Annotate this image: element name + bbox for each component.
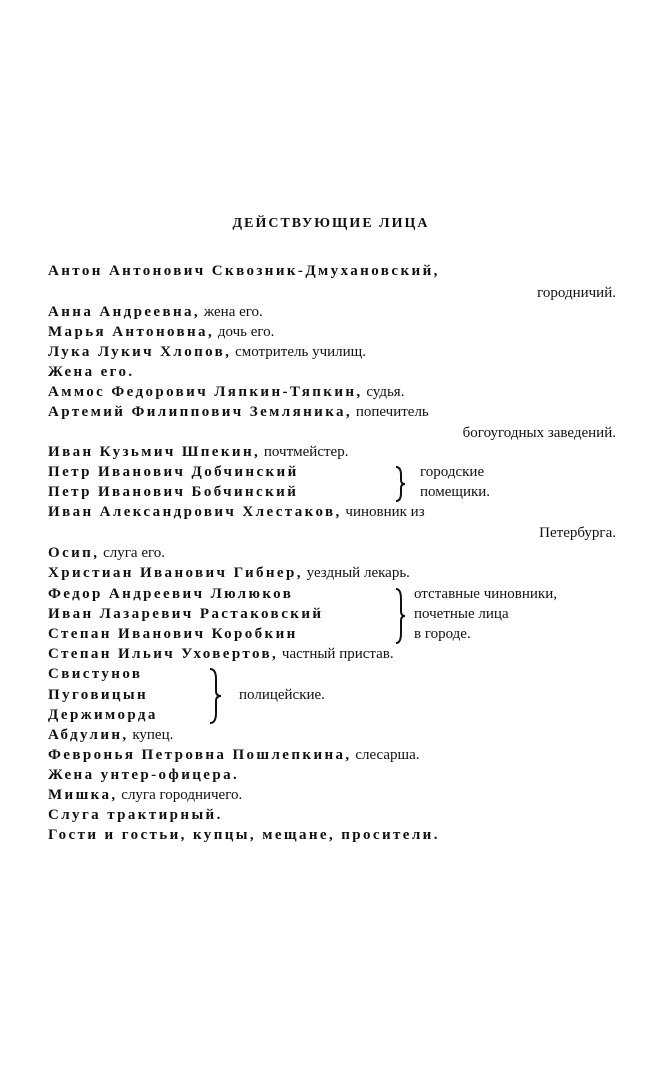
character-name: Февронья Петровна Пошлепкина,: [48, 747, 352, 763]
character-entry: [48, 403, 429, 421]
character-entry: [48, 665, 142, 683]
group-description-line: почетные лица: [414, 606, 509, 622]
group-brace-icon: [393, 588, 407, 644]
character-entry: [48, 343, 366, 361]
character-entry: [48, 363, 135, 381]
character-description: жена его.: [200, 304, 263, 320]
character-name: Марья Антоновна,: [48, 324, 215, 340]
character-entry: [48, 786, 242, 804]
character-name: Гости и гостьи, купцы, мещане, просители.: [48, 827, 440, 843]
character-name: Держиморда: [48, 707, 158, 723]
character-name: Анна Андреевна,: [48, 304, 201, 320]
character-name: Абдулин,: [48, 727, 129, 743]
character-entry: [48, 323, 274, 341]
group-description-line: отставные чиновники,: [414, 586, 557, 602]
dramatis-personae-heading: ДЕЙСТВУЮЩИЕ ЛИЦА: [232, 216, 430, 231]
group-brace-icon: [207, 668, 223, 724]
character-name: Иван Кузьмич Шпекин,: [48, 444, 261, 460]
character-entry: [48, 443, 348, 461]
character-description: смотритель училищ.: [231, 344, 366, 360]
character-name: Петр Иванович Добчинский: [48, 464, 299, 480]
character-name: Артемий Филиппович Земляника,: [48, 404, 353, 420]
character-entry: [48, 585, 293, 603]
character-name: Жена его.: [48, 364, 135, 380]
character-name: Иван Александрович Хлестаков,: [48, 504, 342, 520]
character-description: чиновник из: [341, 504, 425, 520]
character-name: Иван Лазаревич Растаковский: [48, 606, 324, 622]
group-brace-icon: [393, 466, 407, 502]
character-entry: [48, 262, 440, 280]
character-entry: [48, 766, 239, 784]
character-entry: [48, 605, 323, 623]
character-name: Пуговицын: [48, 687, 149, 703]
character-entry: [48, 686, 148, 704]
character-name: Осип,: [48, 545, 100, 561]
character-description: уездный лекарь.: [302, 565, 410, 581]
character-name: Свистунов: [48, 666, 143, 682]
character-description: слуга городничего.: [117, 787, 243, 803]
character-name: Федор Андреевич Люлюков: [48, 586, 294, 602]
character-name: Аммос Федорович Ляпкин-Тяпкин,: [48, 384, 363, 400]
character-entry: [48, 806, 223, 824]
character-description-continuation: городничий.: [537, 285, 616, 301]
character-description: купец.: [128, 727, 174, 743]
character-name: Жена унтер-офицера.: [48, 767, 240, 783]
character-description: попечитель: [352, 404, 429, 420]
group-description-line: помещики.: [420, 484, 491, 500]
group-description-line: городские: [420, 464, 485, 480]
character-entry: [48, 625, 298, 643]
character-entry: [48, 826, 440, 844]
group-description-line: полицейские.: [239, 687, 325, 703]
character-description-continuation: Петербурга.: [539, 525, 616, 541]
character-entry: [48, 303, 263, 321]
character-description: слуга его.: [99, 545, 166, 561]
character-description: почтмейстер.: [260, 444, 349, 460]
character-description-continuation: богоугодных заведений.: [462, 425, 616, 441]
character-name: Мишка,: [48, 787, 118, 803]
character-entry: [48, 463, 299, 481]
character-entry: [48, 726, 173, 744]
character-entry: [48, 746, 419, 764]
character-entry: [48, 544, 165, 562]
character-name: Петр Иванович Бобчинский: [48, 484, 299, 500]
character-name: Степан Иванович Коробкин: [48, 626, 298, 642]
character-description: слесарша.: [351, 747, 420, 763]
character-entry: [48, 706, 158, 724]
character-entry: [48, 564, 410, 582]
character-entry: [48, 503, 425, 521]
character-entry: [48, 645, 394, 663]
character-entry: [48, 483, 298, 501]
character-name: Антон Антонович Сквозник-Дмухановский,: [48, 263, 440, 279]
character-entry: [48, 383, 404, 401]
character-name: Христиан Иванович Гибнер,: [48, 565, 303, 581]
character-name: Степан Ильич Уховертов,: [48, 646, 279, 662]
character-name: Слуга трактирный.: [48, 807, 223, 823]
character-description: судья.: [362, 384, 405, 400]
character-description: дочь его.: [214, 324, 275, 340]
group-description-line: в городе.: [414, 626, 471, 642]
character-description: частный пристав.: [278, 646, 394, 662]
character-name: Лука Лукич Хлопов,: [48, 344, 232, 360]
